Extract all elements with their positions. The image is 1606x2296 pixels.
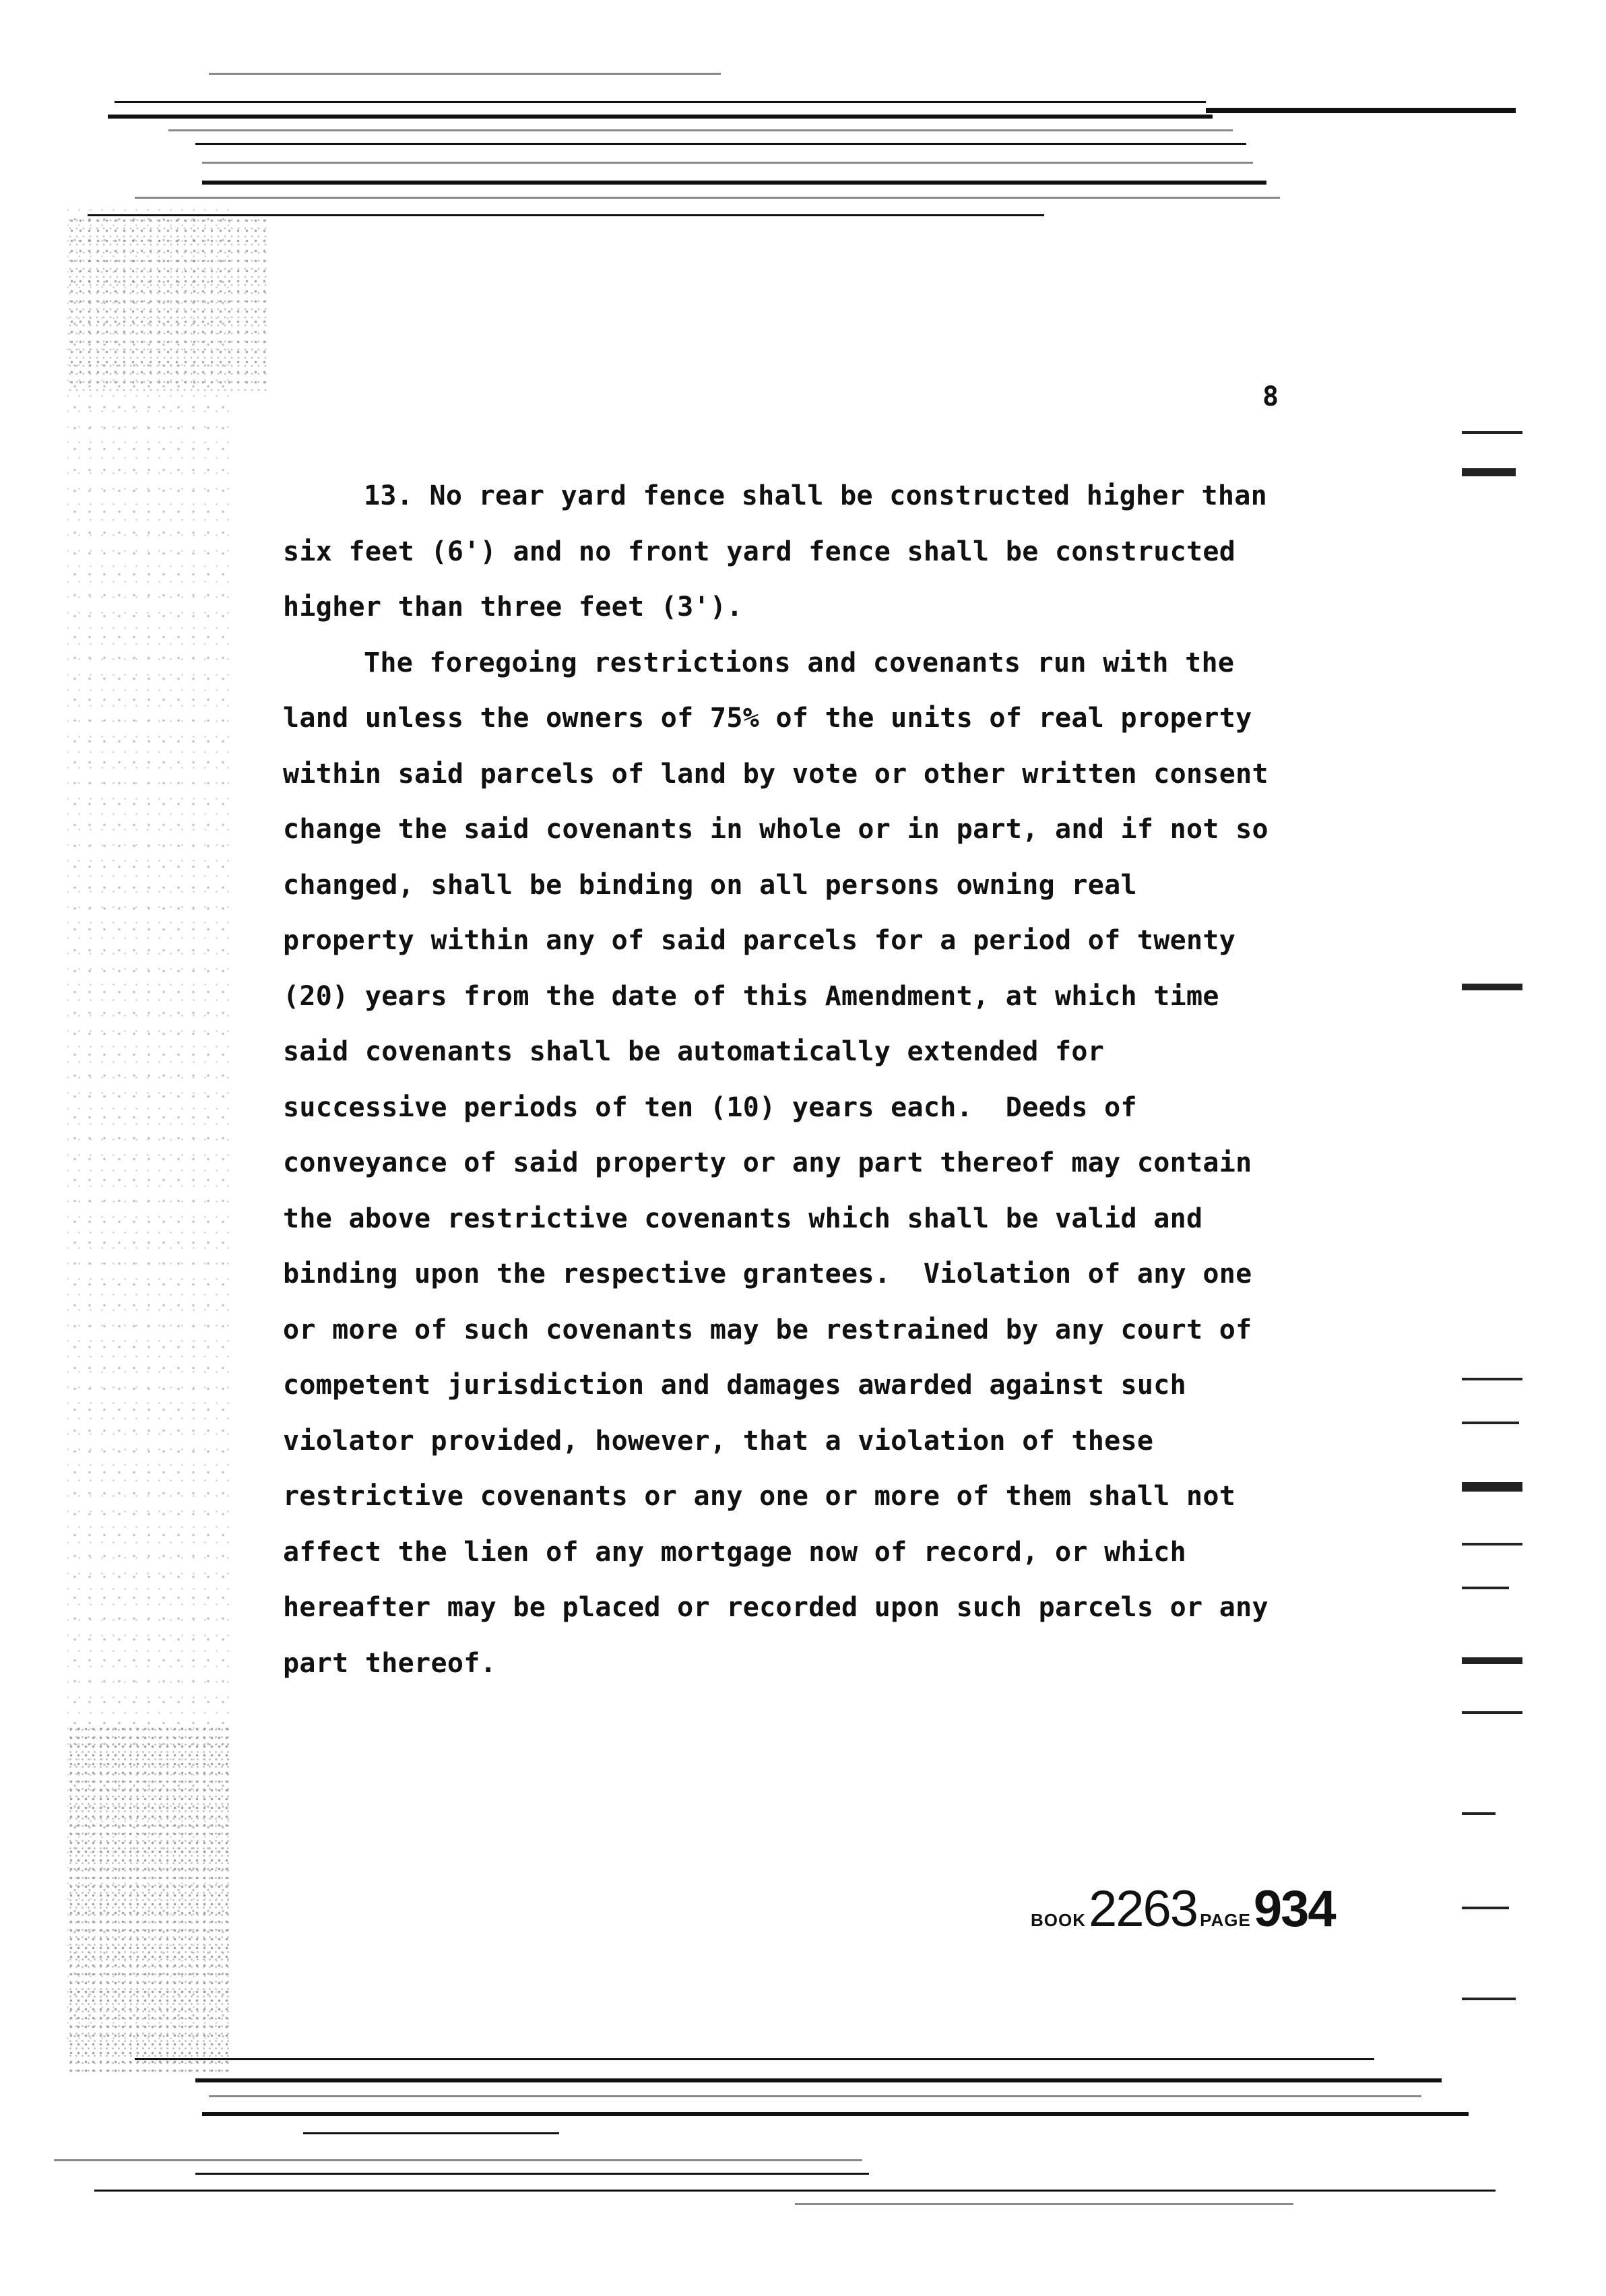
scan-artifact-line (135, 197, 1280, 199)
paragraph-line: competent jurisdiction and damages awarded against such (283, 1370, 1187, 1401)
scan-artifact-line (115, 101, 1206, 103)
scan-speckle (67, 1725, 229, 2075)
scan-artifact-line (209, 73, 721, 75)
paragraph-line: said covenants shall be automatically extended for (283, 1036, 1105, 1067)
document-body (283, 468, 1307, 1691)
margin-mark (1462, 984, 1522, 990)
scan-artifact-line (202, 2112, 1469, 2116)
recording-stamp (1031, 1880, 1335, 1938)
scan-artifact-line (168, 129, 1233, 131)
scan-artifact-line (108, 115, 1213, 119)
paragraph-line: six feet (6') and no front yard fence shall be constructed (283, 536, 1236, 567)
scan-artifact-line (195, 2078, 1442, 2082)
recorded-page-number: 934 (1253, 1880, 1335, 1938)
scan-artifact-line (195, 143, 1246, 145)
paragraph-line: higher than three feet (3'). (283, 592, 743, 623)
paragraph-line: changed, shall be binding on all persons owning real (283, 869, 1137, 901)
paragraph-line: part thereof. (283, 1647, 496, 1679)
scan-artifact-line (202, 162, 1253, 164)
paragraph-line: property within any of said parcels for a period of twenty (283, 925, 1236, 956)
paragraph-line: violator provided, however, that a violation of these (283, 1425, 1154, 1457)
paragraph-line: land unless the owners of 75% of the units of real property (283, 703, 1252, 734)
scan-artifact-line (94, 2190, 1496, 2192)
margin-mark (1462, 1907, 1509, 1909)
paragraph-line: successive periods of ten (10) years each. Deeds of (283, 1091, 1137, 1123)
paragraph-line: within said parcels of land by vote or other written consent (283, 758, 1268, 790)
margin-mark (1462, 431, 1522, 434)
book-number: 2263 (1089, 1880, 1198, 1938)
margin-mark (1462, 1812, 1496, 1815)
paragraph-line: The foregoing restrictions and covenants run with the (364, 647, 1235, 678)
margin-mark (1462, 468, 1516, 476)
scan-artifact-line (202, 181, 1266, 185)
margin-mark (1462, 1657, 1522, 1664)
paragraph-line: hereafter may be placed or recorded upon such parcels or any (283, 1592, 1268, 1623)
paragraph-line: affect the lien of any mortgage now of record, or which (283, 1536, 1187, 1568)
margin-mark (1462, 1998, 1516, 2000)
scan-artifact-line (135, 2058, 1374, 2060)
page-label: PAGE (1200, 1910, 1251, 1930)
scan-artifact-line (795, 2203, 1293, 2205)
scan-artifact-line (303, 2132, 559, 2134)
margin-mark (1462, 1422, 1519, 1424)
scan-speckle (67, 216, 269, 391)
paragraph-line: the above restrictive covenants which shall be valid and (283, 1203, 1203, 1234)
margin-mark (1462, 1378, 1522, 1380)
scan-artifact-line (1206, 108, 1516, 113)
page-number: 8 (1262, 381, 1279, 412)
paragraph-line: conveyance of said property or any part thereof may contain (283, 1147, 1252, 1178)
book-label: BOOK (1031, 1910, 1086, 1930)
scan-artifact-line (195, 2173, 869, 2175)
scan-artifact-line (54, 2159, 862, 2161)
paragraph-line: restrictive covenants or any one or more of them shall not (283, 1481, 1236, 1512)
scan-artifact-line (209, 2095, 1421, 2097)
margin-mark (1462, 1482, 1522, 1492)
paragraph-line: or more of such covenants may be restrained by any court of (283, 1314, 1252, 1345)
paragraph-line: change the said covenants in whole or in part, and if not so (283, 814, 1268, 845)
margin-mark (1462, 1587, 1509, 1589)
paragraph-line: binding upon the respective grantees. Violation of any one (283, 1258, 1252, 1289)
margin-mark (1462, 1543, 1522, 1545)
paragraph-line: 13. No rear yard fence shall be constructed higher than (364, 480, 1268, 511)
margin-mark (1462, 1711, 1522, 1714)
paragraph-line: (20) years from the date of this Amendment, at which time (283, 980, 1219, 1012)
